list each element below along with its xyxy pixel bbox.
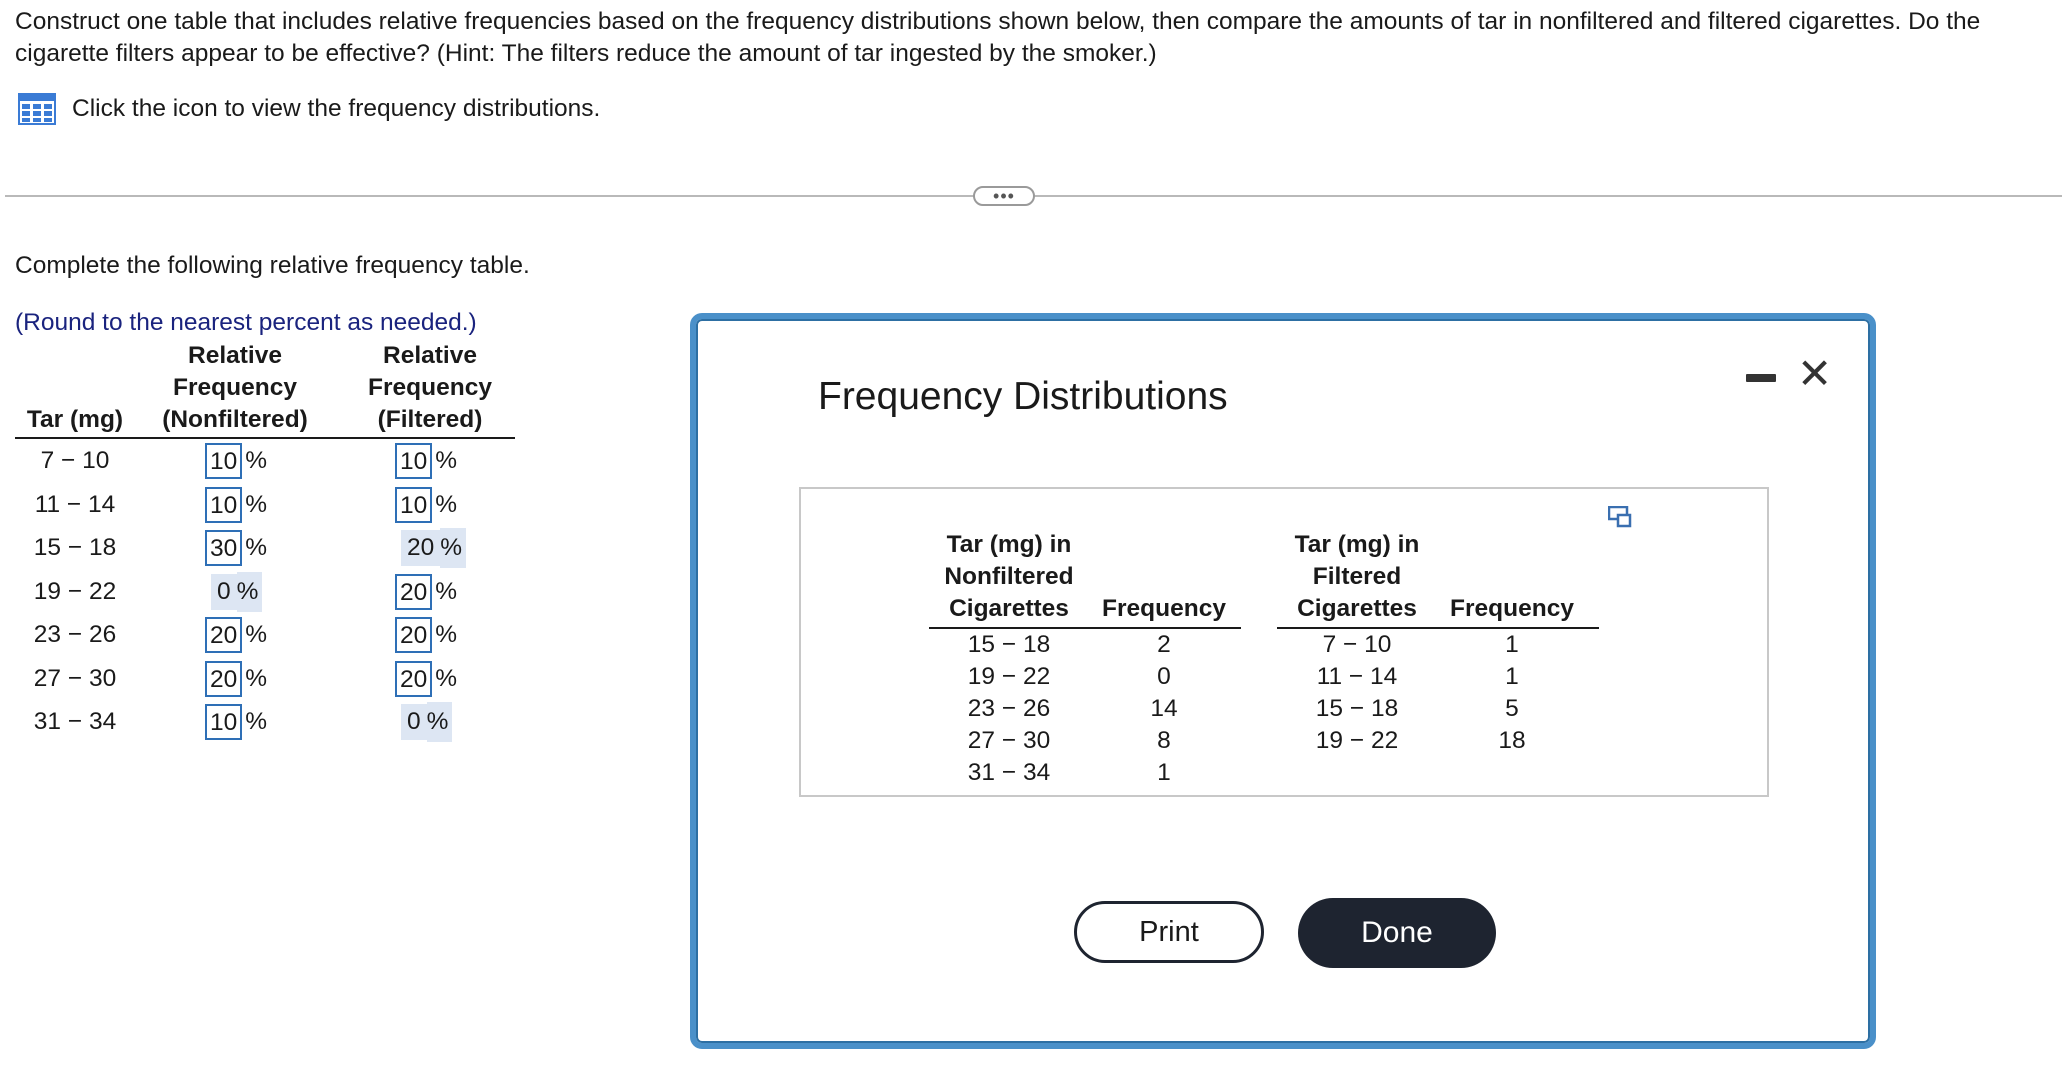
percent-sign: % <box>237 572 263 612</box>
nonfiltered-cell <box>205 659 267 699</box>
filtered-freq-value: 1 <box>1505 631 1519 658</box>
filtered-freq-value: 1 <box>1505 663 1519 690</box>
filtered-answer-value: 0 <box>401 704 427 740</box>
filtered-cell <box>401 528 466 568</box>
filtered-cell <box>395 572 457 612</box>
header-filtered-line3: (Filtered) <box>377 406 483 433</box>
filtered-freq-header: Frequency <box>1450 595 1574 622</box>
filtered-answer-input[interactable]: 20 <box>395 661 432 697</box>
filtered-answer-input[interactable]: 10 <box>395 443 432 479</box>
filtered-cell <box>395 485 457 525</box>
percent-sign: % <box>435 447 458 474</box>
nonfiltered-freq-value: 1 <box>1157 759 1171 786</box>
percent-sign: % <box>245 621 268 648</box>
filtered-cell <box>395 441 457 481</box>
table-row <box>15 528 515 568</box>
filtered-cell <box>395 615 457 655</box>
filtered-tar-value: 19 − 22 <box>1315 727 1399 754</box>
nonfiltered-tar-value: 23 − 26 <box>967 695 1051 722</box>
nonfiltered-answer-input[interactable]: 30 <box>205 530 242 566</box>
nonfiltered-tar-value: 27 − 30 <box>967 727 1051 754</box>
dialog-title: Frequency Distributions <box>818 375 1228 418</box>
header-nonfiltered-line3: (Nonfiltered) <box>162 406 308 433</box>
nonfiltered-freq-value: 2 <box>1157 631 1171 658</box>
view-distributions-link[interactable] <box>18 92 600 126</box>
filtered-answer-input[interactable]: 20 <box>395 574 432 610</box>
percent-sign: % <box>245 534 268 561</box>
filtered-tar-value: 11 − 14 <box>1316 663 1398 690</box>
tar-range: 31 − 34 <box>33 708 117 735</box>
filtered-freq-value: 18 <box>1498 727 1526 754</box>
filtered-tar-value: 15 − 18 <box>1315 695 1399 722</box>
nonfiltered-freq-value: 14 <box>1150 695 1178 722</box>
instruction-text: Complete the following relative frequency table. <box>15 252 530 279</box>
nonfiltered-answer-input[interactable]: 20 <box>205 617 242 653</box>
nonfiltered-answer-input[interactable]: 20 <box>205 661 242 697</box>
filtered-cell <box>395 659 457 699</box>
tar-range: 11 − 14 <box>34 490 116 518</box>
filtered-answer-value: 20 <box>401 530 440 566</box>
round-note: (Round to the nearest percent as needed.) <box>15 309 477 336</box>
nonfiltered-cell <box>205 485 267 525</box>
filtered-tar-header-line3: Cigarettes <box>1297 595 1417 622</box>
tar-range: 7 − 10 <box>40 447 110 474</box>
nonfiltered-tar-header-line2: Nonfiltered <box>944 563 1074 590</box>
close-icon[interactable]: ✕ <box>1797 350 1833 397</box>
tar-range: 27 − 30 <box>33 664 117 692</box>
filtered-tar-header-line1: Tar (mg) in <box>1294 531 1420 558</box>
tar-range: 23 − 26 <box>33 621 117 648</box>
question-text: Construct one table that includes relative frequencies based on the frequency distributions shown below, then compare the amounts of tar in nonfiltered and filtered cigarettes. Do the cigarette filters appear to be effective? (Hint: The filters reduce the amount of tar ingested by the smoker.) <box>15 8 1981 67</box>
nonfiltered-freq-value: 8 <box>1157 727 1171 754</box>
print-button[interactable]: Print <box>1074 901 1264 963</box>
filtered-tar-value: 7 − 10 <box>1322 631 1392 658</box>
nonfiltered-freq-value: 0 <box>1157 663 1171 690</box>
tar-range: 19 − 22 <box>33 577 117 605</box>
tar-range: 15 − 18 <box>33 534 117 561</box>
distributions-panel <box>799 487 1769 797</box>
nonfiltered-tar-header <box>929 529 1089 625</box>
header-tar-line1 <box>15 340 135 372</box>
filtered-answer-input[interactable]: 20 <box>395 617 432 653</box>
header-filtered-line1: Relative <box>383 342 477 369</box>
nonfiltered-tar-value: 15 − 18 <box>967 631 1051 658</box>
header-rule <box>15 437 515 439</box>
minimize-icon[interactable] <box>1746 374 1776 382</box>
header-filtered-line2: Frequency <box>368 374 492 401</box>
header-tar <box>15 340 135 436</box>
nonfiltered-cell <box>205 528 267 568</box>
view-distributions-text[interactable]: Click the icon to view the frequency distributions. <box>72 95 601 122</box>
percent-sign: % <box>435 664 458 692</box>
table-row <box>15 485 515 525</box>
percent-sign: % <box>245 664 268 692</box>
percent-sign: % <box>440 528 466 568</box>
table-row <box>15 702 515 742</box>
done-button[interactable]: Done <box>1298 898 1496 968</box>
table-row <box>15 572 515 612</box>
filtered-answer-input[interactable]: 10 <box>395 487 432 523</box>
percent-sign: % <box>245 447 268 474</box>
percent-sign: % <box>427 702 453 742</box>
header-tar-line3: Tar (mg) <box>26 406 124 433</box>
table-row <box>15 615 515 655</box>
nonfiltered-cell <box>205 615 267 655</box>
nonfiltered-freq-header: Frequency <box>1102 595 1226 622</box>
nonfiltered-answer-input[interactable]: 10 <box>205 704 242 740</box>
header-nonfiltered-line2: Frequency <box>173 374 297 401</box>
nonfiltered-answer-input[interactable]: 10 <box>205 487 242 523</box>
nonfiltered-cell <box>205 441 267 481</box>
expand-divider-button[interactable]: ••• <box>973 186 1035 206</box>
filtered-tar-header-line2: Filtered <box>1312 563 1402 590</box>
percent-sign: % <box>245 708 268 735</box>
nonfiltered-answer-input[interactable]: 10 <box>205 443 242 479</box>
percent-sign: % <box>435 621 458 648</box>
table-row <box>15 441 515 481</box>
percent-sign: % <box>435 490 458 518</box>
nonfiltered-tar-header-line3: Cigarettes <box>949 595 1069 622</box>
percent-sign: % <box>435 577 458 605</box>
nonfiltered-cell <box>205 702 267 742</box>
nonfiltered-tar-value: 19 − 22 <box>967 663 1051 690</box>
filtered-tar-header <box>1277 529 1437 625</box>
header-nonfiltered-line1: Relative <box>188 342 282 369</box>
nonfiltered-answer-value: 0 <box>211 574 237 610</box>
filtered-freq-value: 5 <box>1505 695 1519 722</box>
frequency-distributions-dialog <box>690 313 1876 1049</box>
filtered-cell <box>401 702 452 742</box>
header-nonfiltered <box>150 340 320 436</box>
header-tar-line2 <box>15 372 135 404</box>
grid-table-icon[interactable] <box>18 93 56 125</box>
nonfiltered-cell <box>211 572 262 612</box>
expand-icon[interactable] <box>1608 506 1632 528</box>
nonfiltered-tar-value: 31 − 34 <box>967 759 1051 786</box>
header-filtered <box>355 340 505 436</box>
nonfiltered-tar-header-line1: Tar (mg) in <box>946 531 1072 558</box>
percent-sign: % <box>245 490 268 518</box>
table-row <box>15 659 515 699</box>
